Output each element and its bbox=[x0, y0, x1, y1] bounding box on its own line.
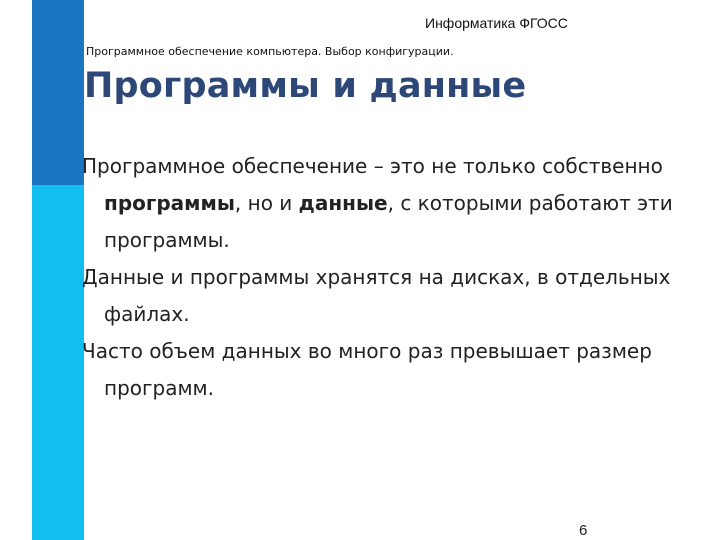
paragraph-3: Часто объем данных во много раз превышает размер программ. bbox=[82, 339, 652, 400]
sidebar-bar-dark bbox=[32, 0, 84, 185]
paragraph-1-bold-programs: программы bbox=[104, 191, 235, 215]
page-number: 6 bbox=[579, 522, 588, 539]
slide-title: Программы и данные bbox=[84, 66, 527, 106]
slide-body bbox=[82, 148, 714, 407]
brand-label: Информатика ФГОСС bbox=[425, 15, 568, 31]
paragraph-1-text-b: , но и bbox=[234, 191, 299, 215]
paragraph-1-text-a: Программное обеспечение – это не только собственно bbox=[82, 154, 663, 178]
paragraph-1-text-c: , с которыми работают эти программы. bbox=[104, 191, 673, 252]
paragraph-2: Данные и программы хранятся на дисках, в отдельных файлах. bbox=[82, 265, 671, 326]
paragraph-1 bbox=[82, 148, 714, 259]
paragraph-1-bold-data: данные bbox=[298, 191, 388, 215]
slide-subtitle: Программное обеспечение компьютера. Выбор конфигурации. bbox=[86, 45, 454, 58]
sidebar-bar-light bbox=[32, 185, 84, 540]
